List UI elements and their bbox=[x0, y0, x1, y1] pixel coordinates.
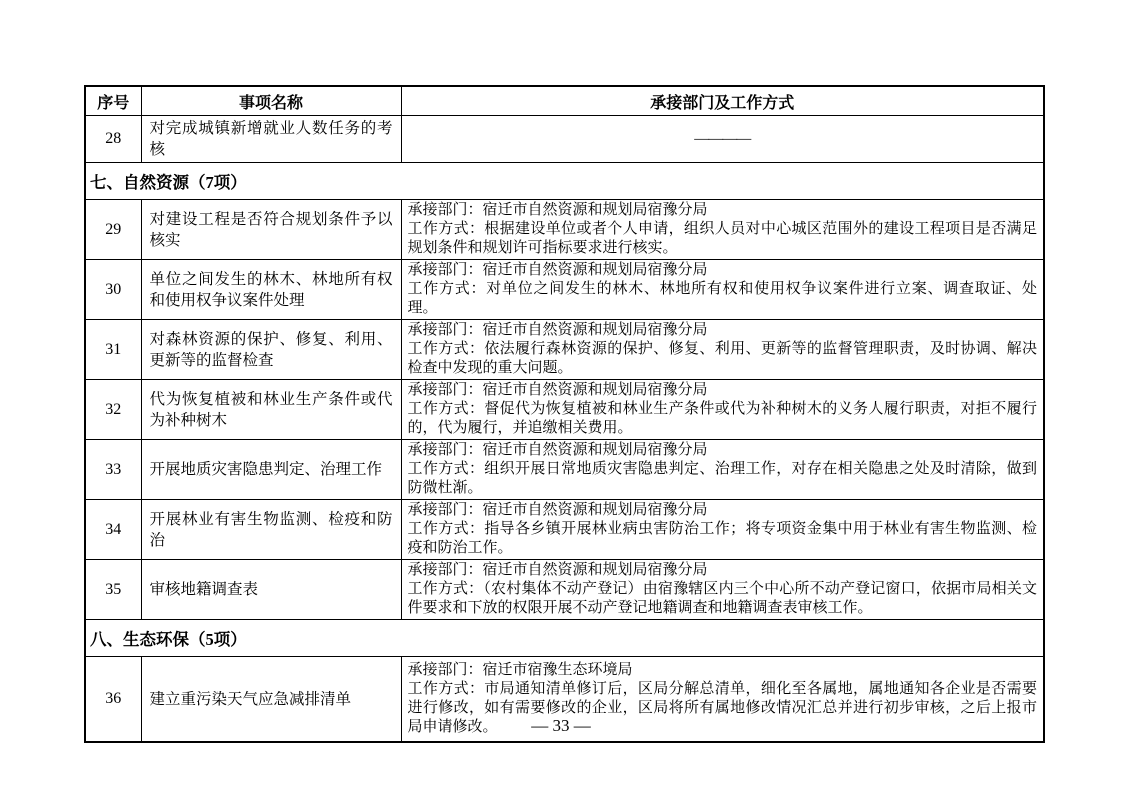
item-detail bbox=[401, 380, 1044, 440]
column-header-item-name: 事项名称 bbox=[141, 86, 401, 116]
table-row-28 bbox=[85, 116, 1044, 163]
table-row-35 bbox=[85, 560, 1044, 620]
department-line: 承接部门：宿迁市自然资源和规划局宿豫分局 bbox=[407, 202, 708, 218]
method-line: 工作方式：指导各乡镇开展林业病虫害防治工作；将专项资金集中用于林业有害生物监测、检疫和防治工作。 bbox=[407, 521, 1037, 556]
department-line: 承接部门：宿迁市自然资源和规划局宿豫分局 bbox=[407, 322, 708, 338]
items-table bbox=[84, 85, 1045, 743]
item-name: 开展林业有害生物监测、检疫和防治 bbox=[141, 500, 401, 560]
item-detail bbox=[401, 200, 1044, 260]
row-number: 34 bbox=[85, 500, 141, 560]
method-line: 工作方式：根据建设单位或者个人申请，组织人员对中心城区范围外的建设工程项目是否满足规划条件和规划许可指标要求进行核实。 bbox=[407, 221, 1037, 256]
department-line: 承接部门：宿迁市自然资源和规划局宿豫分局 bbox=[407, 502, 708, 518]
page-number: — 33 — bbox=[531, 716, 591, 735]
item-detail bbox=[401, 260, 1044, 320]
method-line: 工作方式：督促代为恢复植被和林业生产条件或代为补种树木的义务人履行职责，对拒不履行的，代为履行，并追缴相关费用。 bbox=[407, 401, 1037, 436]
item-name: 建立重污染天气应急减排清单 bbox=[141, 657, 401, 743]
row-number: 29 bbox=[85, 200, 141, 260]
item-name: 对完成城镇新增就业人数任务的考核 bbox=[141, 116, 401, 163]
row-number: 36 bbox=[85, 657, 141, 743]
method-line: 工作方式：组织开展日常地质灾害隐患判定、治理工作，对存在相关隐患之处及时清除，做到防微杜渐。 bbox=[407, 461, 1037, 496]
department-line: 承接部门：宿迁市自然资源和规划局宿豫分局 bbox=[407, 442, 708, 458]
table-row-33 bbox=[85, 440, 1044, 500]
section-header-natural-resources bbox=[85, 163, 1044, 200]
department-line: 承接部门：宿迁市宿豫生态环境局 bbox=[407, 662, 633, 678]
method-line: 工作方式：（农村集体不动产登记）由宿豫辖区内三个中心所不动产登记窗口，依据市局相关文件要求和下放的权限开展不动产登记地籍调查和地籍调查表审核工作。 bbox=[407, 581, 1037, 616]
item-detail bbox=[401, 440, 1044, 500]
method-line: 工作方式：市局通知清单修订后，区局分解总清单，细化至各属地，属地通知各企业是否需要进行修改，如有需要修改的企业，区局将所有属地修改情况汇总并进行初步审核，之后上报市局申请修改。 bbox=[407, 681, 1037, 735]
column-header-department-method: 承接部门及工作方式 bbox=[401, 86, 1044, 116]
table-header-row bbox=[85, 86, 1044, 116]
row-number: 31 bbox=[85, 320, 141, 380]
row-number: 33 bbox=[85, 440, 141, 500]
item-name: 单位之间发生的林木、林地所有权和使用权争议案件处理 bbox=[141, 260, 401, 320]
method-line: 工作方式：对单位之间发生的林木、林地所有权和使用权争议案件进行立案、调查取证、处理。 bbox=[407, 281, 1037, 316]
table-row-34 bbox=[85, 500, 1044, 560]
table-row-32 bbox=[85, 380, 1044, 440]
department-line: 承接部门：宿迁市自然资源和规划局宿豫分局 bbox=[407, 562, 708, 578]
row-number: 28 bbox=[85, 116, 141, 163]
table-row-29 bbox=[85, 200, 1044, 260]
table-row-31 bbox=[85, 320, 1044, 380]
item-name: 对建设工程是否符合规划条件予以核实 bbox=[141, 200, 401, 260]
item-detail bbox=[401, 500, 1044, 560]
row-number: 30 bbox=[85, 260, 141, 320]
table-row-30 bbox=[85, 260, 1044, 320]
item-detail-empty: ———— bbox=[401, 116, 1044, 163]
row-number: 32 bbox=[85, 380, 141, 440]
department-line: 承接部门：宿迁市自然资源和规划局宿豫分局 bbox=[407, 382, 708, 398]
row-number: 35 bbox=[85, 560, 141, 620]
item-name: 代为恢复植被和林业生产条件或代为补种树木 bbox=[141, 380, 401, 440]
item-name: 开展地质灾害隐患判定、治理工作 bbox=[141, 440, 401, 500]
item-detail bbox=[401, 560, 1044, 620]
section-header-ecology bbox=[85, 620, 1044, 657]
section-title: 八、生态环保（5项） bbox=[85, 620, 1044, 657]
item-name: 审核地籍调查表 bbox=[141, 560, 401, 620]
item-detail bbox=[401, 320, 1044, 380]
column-header-number: 序号 bbox=[85, 86, 141, 116]
method-line: 工作方式：依法履行森林资源的保护、修复、利用、更新等的监督管理职责，及时协调、解决检查中发现的重大问题。 bbox=[407, 341, 1037, 376]
section-title: 七、自然资源（7项） bbox=[85, 163, 1044, 200]
department-line: 承接部门：宿迁市自然资源和规划局宿豫分局 bbox=[407, 262, 708, 278]
item-name: 对森林资源的保护、修复、利用、更新等的监督检查 bbox=[141, 320, 401, 380]
